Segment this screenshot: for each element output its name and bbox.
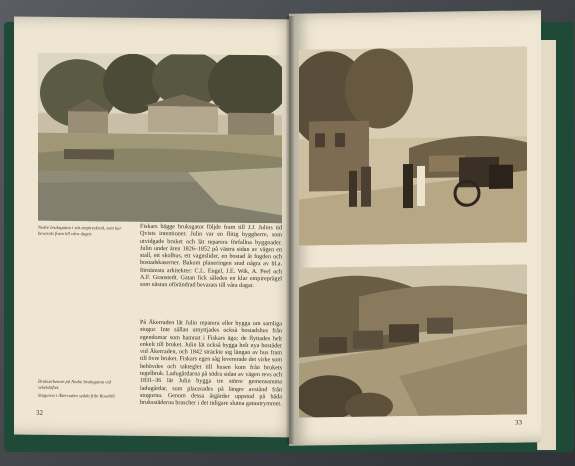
- photo-street-workers: [299, 46, 527, 245]
- left-page: [14, 17, 297, 438]
- paragraph-2: På Åkerraden lät Julin reparera eller bygga om samliga stugor. Inte sällan utnyttjades också bostadshus från egendomar som hamnat i Fiskars ägo; de flyttades helt enkelt till bruket. Julin lät också bygga helt nya bostäder vid Åkerraden, och 1842 sträckte sig längan av hus fram till övre bruket. Fiskars egen såg levererade det virke som behövdes och takteglet till husen kom från brukets tegelbruk. Ladugårdarna på södra sidan av vägen revs och 1831–36 lät Julin bygga tre större gemensamma ladugårdar, som placerades på längre avstånd från stugorna. Genom dessa åtgärder uppstod på båda bruksstäderna brascher i det tidigare slutna gatuutrymmet.: [140, 319, 282, 408]
- caption-bottom: Stugorna i Åkerraden sedda från Rosehill.: [38, 392, 116, 399]
- paragraph-1: Fiskars bägge bruksgator följde fram till J.J. Julins tid Qvists intentioner. Julin var en flitig byggherre, som utvidgade bruket och lät reparera förfallna byggnader. Julin under åren 1826–1852 på västra sidan av vägen en stall, ett skolhus, ett vagnslider, en bostad åt fogden och bostadskaserner. Bakom planeringen stod några av bl.a. förnämsta arkitekter: C.L. Engel, J.E. Wik, A. Peel och A.F. Granstedt. Gatan fick således en klar empireprägel som nästan oförändrad bevarats till våra dagar.: [140, 223, 282, 290]
- right-page: [289, 10, 541, 446]
- photo-canal-houses: [38, 53, 282, 224]
- caption-middle: Bruksarbetare på Nedre bruksgatan vid sekelskiftet.: [38, 378, 111, 390]
- photo-village-landscape: [299, 264, 527, 417]
- page-number-right: 33: [515, 418, 522, 427]
- book-gutter: [286, 16, 294, 444]
- text-paragraph-1: [140, 224, 282, 291]
- text-paragraph-2: [140, 320, 282, 409]
- page-number-left: 32: [36, 408, 43, 417]
- caption-top: Nedre bruksgatan i sitt empireskrud, som har bevarats fram till våra dagar.: [38, 224, 122, 236]
